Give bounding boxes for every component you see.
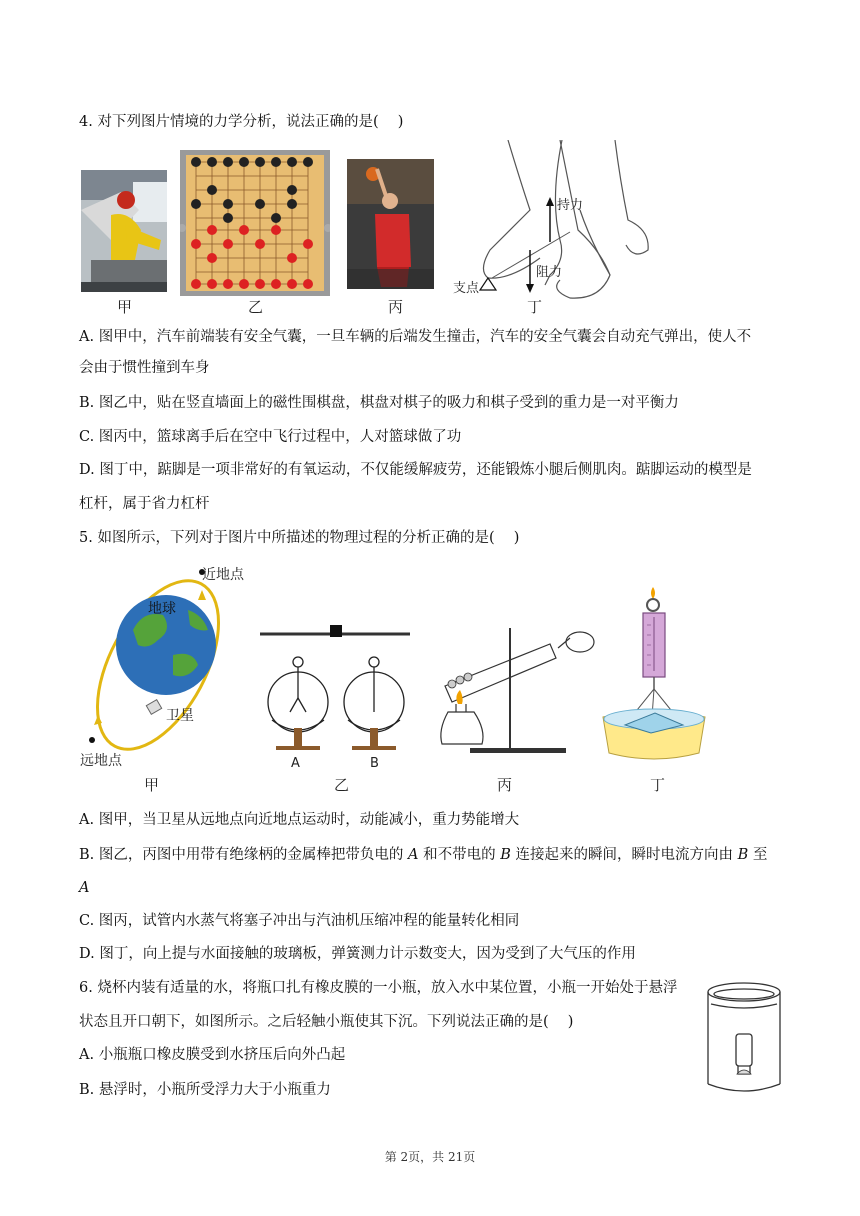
q5-option-b-var-b2: B	[737, 847, 749, 863]
q5-option-c: C. 图丙，试管内水蒸气将塞子冲出与汽油机压缩冲程的能量转化相同	[79, 913, 520, 929]
q5-option-b-line1	[79, 845, 767, 865]
q5-caption-bing: 丙	[497, 776, 513, 794]
q4-option-b: B. 图乙中，贴在竖直墙面上的磁性围棋盘，棋盘对棋子的吸力和棋子受到的重力是一对平衡力	[79, 395, 679, 411]
q6-option-a: A. 小瓶瓶口橡皮膜受到水挤压后向外凸起	[79, 1047, 346, 1063]
electroscope-a-label: A	[291, 756, 300, 771]
q5-stem: 5. 如图所示，下列对于图片中所描述的物理过程的分析正确的是( )	[79, 530, 520, 546]
q5-option-b-var-a: A	[407, 847, 419, 863]
magnetic-chess-board	[180, 150, 330, 296]
q4-option-a-line1: A. 图甲中，汽车前端装有安全气囊，一旦车辆的后端发生撞击，汽车的安全气囊会自动充气弹出，使人不	[79, 329, 752, 345]
q5-caption-yi: 乙	[334, 776, 350, 794]
perigee-label: 近地点	[202, 567, 244, 583]
foot-pivot-label: 支点	[453, 281, 480, 296]
q5-option-b-text2: 和不带电的	[418, 847, 501, 863]
q6-option-b: B. 悬浮时，小瓶所受浮力大于小瓶重力	[79, 1082, 331, 1098]
q6-stem-line2: 状态且开口朝下，如图所示。之后轻触小瓶使其下沉。下列说法正确的是( )	[79, 1014, 574, 1030]
q5-figure-ding	[595, 585, 715, 769]
q4-figure-ding	[450, 140, 670, 308]
q6-stem-line1: 6. 烧杯内装有适量的水，将瓶口扎有橡皮膜的一小瓶，放入水中某位置，小瓶一开始处于悬浮	[79, 980, 678, 996]
q5-option-b-text3: 连接起来的瞬间，瞬时电流方向由	[510, 847, 738, 863]
electroscopes-drawing	[258, 620, 413, 760]
q5-option-b-line2: A	[79, 880, 90, 896]
q4-caption-jia: 甲	[117, 298, 133, 316]
satellite-label: 卫星	[166, 708, 194, 724]
q6-figure	[703, 978, 785, 1102]
q5-option-a: A. 图甲，当卫星从远地点向近地点运动时，动能减小，重力势能增大	[79, 812, 520, 828]
q4-caption-yi: 乙	[248, 298, 264, 316]
spring-scale-water-drawing	[595, 585, 715, 765]
q4-option-d-line2: 杠杆，属于省力杠杆	[79, 496, 210, 512]
q5-option-b-var-b: B	[500, 847, 511, 863]
q5-figure-yi	[258, 620, 413, 771]
q5-figure-jia	[78, 560, 258, 774]
q5-option-b-text1: B. 图乙，丙图中用带有绝缘柄的金属棒把带负电的	[79, 847, 408, 863]
foot-resist-label: 阻力	[536, 265, 563, 280]
apogee-label: 远地点	[80, 753, 122, 769]
test-tube-steam-drawing	[430, 620, 595, 760]
q5-caption-ding: 丁	[650, 776, 666, 794]
earth-satellite-orbit	[78, 560, 258, 770]
q4-figure-jia	[81, 170, 167, 296]
page-footer: 第 2页，共 21页	[384, 1150, 476, 1164]
beaker-bottle-drawing	[703, 978, 785, 1098]
q4-figure-yi	[180, 150, 330, 300]
q5-caption-jia: 甲	[144, 776, 160, 794]
foot-lift-label: 持力	[557, 198, 584, 213]
q4-option-c: C. 图丙中，篮球离手后在空中飞行过程中，人对篮球做了功	[79, 429, 462, 445]
q5-option-d: D. 图丁，向上提与水面接触的玻璃板，弹簧测力计示数变大，因为受到了大气压的作用	[79, 946, 636, 962]
electroscope-b-label: B	[370, 756, 379, 771]
q4-figure-bing	[347, 159, 434, 293]
q4-option-a-line2: 会由于惯性撞到车身	[79, 360, 210, 376]
q4-stem: 4. 对下列图片情境的力学分析，说法正确的是( )	[79, 114, 404, 130]
q4-caption-bing: 丙	[388, 298, 404, 316]
q5-option-b-text4: 至	[748, 847, 768, 863]
q4-option-d-line1: D. 图丁中，踮脚是一项非常好的有氧运动，不仅能缓解疲劳，还能锻炼小腿后侧肌肉。踮脚运动的模型是	[79, 462, 752, 478]
q5-figure-bing	[430, 620, 595, 764]
basketball-photo	[347, 159, 434, 289]
q4-caption-ding: 丁	[527, 298, 543, 316]
earth-label: 地球	[148, 601, 176, 617]
car-airbag-photo	[81, 170, 167, 292]
